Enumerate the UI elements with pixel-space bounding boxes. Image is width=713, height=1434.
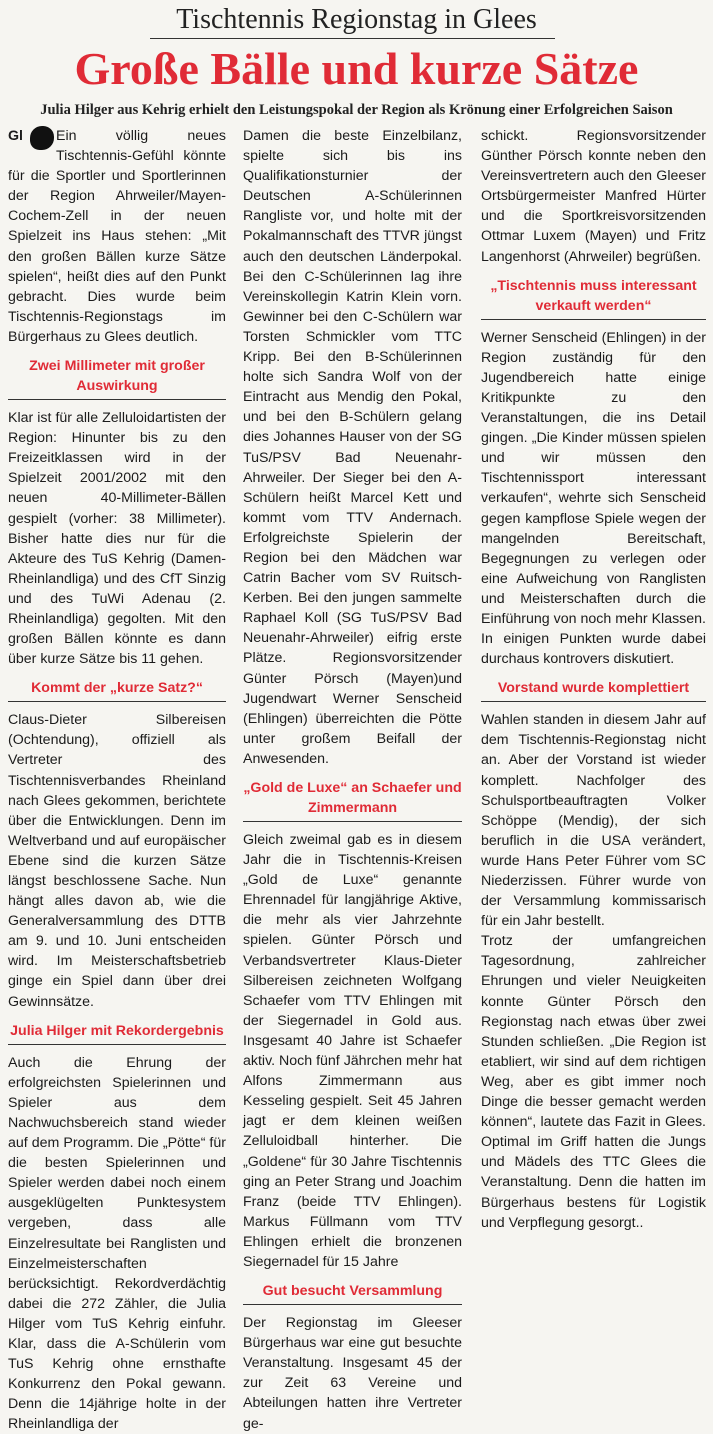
intro-text: Ein völlig neues Tischtennis-Gefühl könnte für die Sportler und Sportlerinnen der Region Ahrweiler/Mayen-Cochem-Zell in der neuen Spielzeit ins Haus stehen: „Mit den großen Bällen kurze Sätze spielen“, heißt dies auf den Punkt gebracht. Dies wurde beim Tischtennis-Regionstags im Bürgerhaus zu Glees deutlich. [8, 128, 226, 345]
body-paragraph: Werner Senscheid (Ehlingen) in der Region zuständig für den Jugendbereich hatte einige Kritikpunkte zu den Veranstaltungen, die ins Detail gingen. „Die Kinder müssen spielen und wir müssen den Tischtennissport interessant verkaufen“, wehrte sich Senscheid gegen kampflose Spiele wegen der mangelnden Bereitschaft, Begegnungen zu verlegen oder eine Aufweichung von Ranglisten und Meisterschaften durch die Einführung von noch mehr Klassen. In einigen Punkten wurde dabei durchaus kontrovers diskutiert. [481, 329, 706, 668]
ink-blot [8, 126, 54, 152]
body-paragraph: Auch die Ehrung der erfolgreichsten Spielerinnen und Spieler aus dem Nachwuchsbereich stand wieder auf dem Programm. Die „Pötte“ für die besten Spielerinnen und Spieler werden dabei noch einem ausgeklügelten Punktesystem vergeben, dass alle Einzelresultate bei Ranglisten und Einzelmeisterschaften berücksichtigt. Rekordverdächtig dabei die 272 Zähler, die Julia Hilger vom TuS Kehrig einfuhr. Klar, dass die A-Schülerin vom TuS Kehrig ohne ernsthafte Konkurrenz den Pokal gewann. Denn die 14jährige holte in der Rheinlandliga der [8, 1054, 226, 1433]
section-heading: „Gold de Luxe“ an Schaefer und Zimmermann [243, 778, 462, 822]
body-paragraph: Gleich zweimal gab es in diesem Jahr die in Tischtennis-Kreisen „Gold de Luxe“ genannte Ehrennadel für langjährige Aktive, die mehr als vier Jahrzehnte spielen. Günter Pörsch und Verbandsvertreter Klaus-Dieter Silbereisen zeichneten Wolfgang Schaefer vom TTV Ehlingen mit der Siegernadel in Gold aus. Insgesamt 40 Jahre ist Schaefer aktiv. Noch fünf Jährchen mehr hat Alfons Zimmermann aus Kesseling gespielt. Seit 45 Jahren jagt er dem kleinen weißen Zelluloidball hinterher. Die „Goldene“ für 30 Jahre Tischtennis ging an Peter Strang und Joachim Franz (beide TTV Ehlingen). Markus Füllmann vom TTV Ehlingen erhielt die bronzenen Siegernadel für 15 Jahre [243, 832, 462, 1270]
article-headline: Große Bälle und kurze Sätze [74, 43, 639, 94]
article-subhead: Julia Hilger aus Kehrig erhielt den Leistungspokal der Region als Krönung einer Erfolgreichen Saison [40, 102, 673, 118]
intro-paragraph [8, 126, 226, 347]
column-3 [481, 126, 706, 1236]
column-1 [8, 126, 226, 1433]
section-heading: „Tischtennis muss interessant verkauft werden“ [481, 276, 706, 320]
body-paragraph: Der Regionstag im Gleeser Bürgerhaus war eine gut besuchte Veranstaltung. Insgesamt 45 der zur Zeit 63 Vereine und Abteilungen hatten ihre Vertreter ge- [243, 1315, 462, 1432]
body-paragraph: Claus-Dieter Silbereisen (Ochtendung), offiziell als Vertreter des Tischtennisverbandes Rheinland nach Glees gekommen, berichtete über die Entwicklungen. Denn im Weltverband und auf europäischer Ebene sind die kurzen Sätze längst beschlossene Sache. Nun hängt alles davon ab, wie die Generalversammlung des DTTB am 9. und 10. Juni entscheiden wird. Im Meisterschaftsbetrieb ginge ein Spiel dann über drei Gewinnsätze. [8, 712, 226, 1010]
section-heading: Julia Hilger mit Rekordergebnis [8, 1021, 226, 1045]
body-paragraph: schickt. Regionsvorsitzender Günther Pörsch konnte neben den Vereinsvertretern auch den Gleeser Ortsbürgermeister Manfred Hürter und die Sportkreisvorsitzenden Ottmar Luxem (Mayen) und Fritz Langenhorst (Ahrweiler) begrüßen. [481, 128, 706, 265]
section-heading: Vorstand wurde komplettiert [481, 678, 706, 702]
kicker-rule [150, 38, 555, 39]
body-paragraph: Trotz der umfangreichen Tagesordnung, zahlreicher Ehrungen und vieler Neuigkeiten konnte Günter Pörsch den Regionstag nach etwas über zwei Stunden schließen. „Die Region ist etabliert, wir sind auf dem richtigen Weg, aber es gibt immer noch Dinge die besser gemacht werden können“, lautete das Fazit in Glees. Optimal im Griff hatten die Jungs und Mädels des TTC Glees die Veranstaltung. Denn die hatten im Bürgerhaus bestens für Logistik und Verpflegung gesorgt.. [481, 933, 706, 1231]
article-kicker: Tischtennis Regionstag in Glees [176, 4, 537, 35]
section-heading: Zwei Millimeter mit großer Auswirkung [8, 356, 226, 400]
body-paragraph: Wahlen standen in diesem Jahr auf dem Tischtennis-Regionstag nicht an. Aber der Vorstand ist wieder komplett. Nachfolger des Schulsportbeauftragten Volker Schöppe (Mendig), der sich beruflich in die USA verändert, wurde Hans Peter Führer vom SC Niederzissen. Führer wurde von der Versammlung kommissarisch für ein Jahr bestellt. [481, 712, 706, 930]
dropcap-text: Gl [8, 128, 23, 144]
body-paragraph: Damen die beste Einzelbilanz, spielte sich bis ins Qualifikationsturnier der Deutschen A-Schülerinnen Rangliste vor, und holte mit der Pokalmannschaft des TTVR jüngst auch den deutschen Länderpokal. Bei den C-Schülerinnen lag ihre Vereinskollegin Katrin Klein vorn. Gewinner bei den C-Schülern war Torsten Schmickler vom TTC Kripp. Bei den B-Schülerinnen holte sich Sandra Wolf von der Eintracht aus Mendig den Pokal, und bei den B-Schülern gelang dies Johannes Hauser von der SG TuS/PSV Bad Neuenahr-Ahrweiler. Der Sieger bei den A-Schülern heißt Marcel Kett und kommt vom TTV Andernach. Erfolgreichste Spielerin der Region bei den Mädchen war Catrin Bacher vom SV Ruitsch-Kerben. Bei den jungen sammelte Raphael Koll (SG TuS/PSV Bad Neuenahr-Ahrweiler) eifrig erste Plätze. Regionsvorsitzender Günter Pörsch (Mayen)und Jugendwart Werner Senscheid (Ehlingen) überreichten die Pötte unter großem Beifall der Anwesenden. [243, 128, 462, 767]
column-2 [243, 126, 462, 1432]
body-paragraph: Klar ist für alle Zelluloidartisten der Region: Hinunter bis zu den Freizeitklassen wird in der Spielzeit 2001/2002 mit den neuen 40-Millimeter-Bällen gespielt (vorher: 38 Millimeter). Bisher hatte dies nur für die Akteure des TuS Kehrig (Damen-Rheinlandliga) und des CfT Sinzig und des TuWi Adenau (2. Rheinlandliga) gegolten. Mit den großen Bällen könnte es dann über kurze Sätze bis 11 gehen. [8, 410, 226, 668]
section-heading: Gut besucht Versammlung [243, 1281, 462, 1305]
ink-blot-mark [30, 126, 54, 150]
section-heading: Kommt der „kurze Satz?“ [8, 678, 226, 702]
